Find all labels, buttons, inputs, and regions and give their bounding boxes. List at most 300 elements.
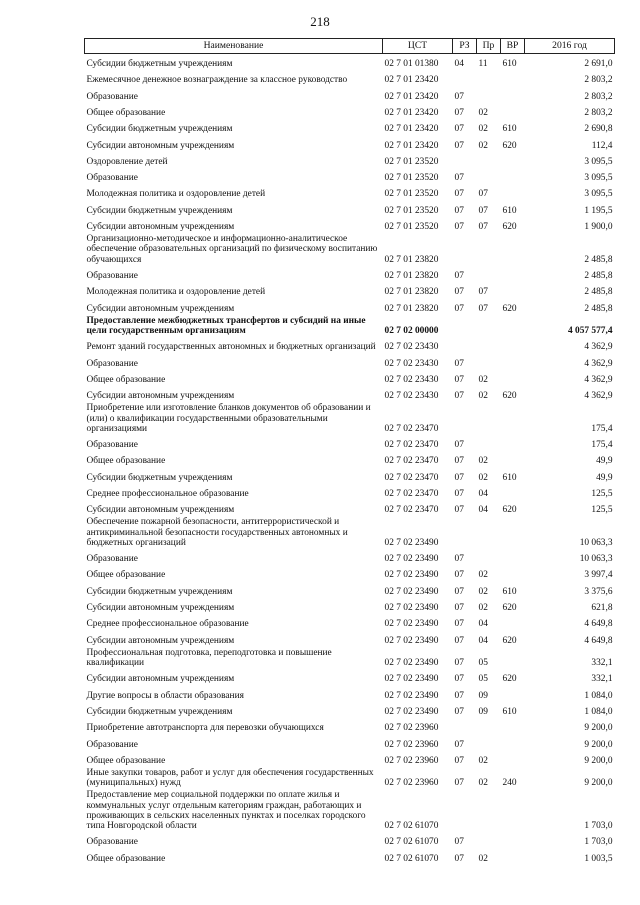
row-pr: 07 [478,222,488,233]
row-cst: 02 7 01 23820 [384,254,439,265]
row-pr: 02 [478,456,488,467]
row-cst: 02 7 02 23470 [384,456,439,467]
row-rz: 07 [454,505,464,516]
row-pr [477,152,501,168]
table-row [85,315,615,337]
row-vr [501,686,525,702]
row-vr [501,718,525,734]
row-rz [453,337,477,353]
table-row [85,500,615,516]
row-pr [477,315,501,337]
row-vr: 240 [502,778,517,789]
row-pr: 09 [478,706,488,717]
row-pr: 11 [478,59,488,70]
row-cst: 02 7 01 23420 [384,124,439,135]
row-pr: 07 [478,189,488,200]
table-row [85,582,615,598]
row-pr [477,402,501,435]
row-sum: 2 485,8 [584,270,613,281]
row-cst: 02 7 02 23470 [384,488,439,499]
row-rz: 07 [454,635,464,646]
row-name: Приобретение или изготовление бланков документов об образовании и (или) о квалификации государственными образовательными организациями [86,403,371,434]
table-row [85,849,615,865]
row-rz [453,789,477,832]
row-name: Молодежная политика и оздоровление детей [86,189,266,200]
row-name: Общее образование [86,570,166,581]
row-sum: 4 362,9 [584,374,613,385]
row-vr [501,152,525,168]
table-row [85,201,615,217]
row-pr: 07 [478,303,488,314]
row-name: Субсидии бюджетным учреждениям [86,706,233,717]
row-cst: 02 7 02 23490 [384,586,439,597]
row-pr [477,718,501,734]
row-vr: 610 [502,472,517,483]
row-name: Обеспечение пожарной безопасности, антитеррористической и антикриминальной безопасности государственных автономных и бюджетных организаций [86,517,348,548]
row-vr [501,435,525,451]
row-cst: 02 7 01 23520 [384,173,439,184]
row-rz: 07 [454,205,464,216]
table-row [85,718,615,734]
row-rz: 07 [454,303,464,314]
row-pr: 02 [478,107,488,118]
row-cst: 02 7 02 23960 [384,755,439,766]
table-row [85,266,615,282]
row-rz: 07 [454,554,464,565]
row-name: Среднее профессиональное образование [86,619,249,630]
row-name: Молодежная политика и оздоровление детей [86,287,266,298]
row-name: Субсидии бюджетным учреждениям [86,586,233,597]
row-rz [453,315,477,337]
row-sum: 332,1 [591,658,613,669]
row-pr: 04 [478,488,488,499]
row-vr [501,484,525,500]
row-rz: 07 [454,391,464,402]
row-pr [477,516,501,549]
row-vr [501,402,525,435]
row-vr [501,789,525,832]
row-vr: 610 [502,706,517,717]
row-sum: 49,9 [596,456,613,467]
budget-table [84,38,615,865]
row-vr [501,315,525,337]
row-name: Образование [86,440,138,451]
row-name: Приобретение автотранспорта для перевозки обучающихся [86,723,324,734]
row-rz [453,718,477,734]
row-rz: 07 [454,173,464,184]
row-rz: 07 [454,488,464,499]
row-pr [477,168,501,184]
row-vr [501,353,525,369]
row-sum: 9 200,0 [584,778,613,789]
row-vr: 610 [502,586,517,597]
row-vr [501,282,525,298]
table-row [85,370,615,386]
row-rz: 07 [454,287,464,298]
row-rz: 07 [454,440,464,451]
row-cst: 02 7 02 23490 [384,537,439,548]
row-sum: 332,1 [591,674,613,685]
row-pr: 02 [478,124,488,135]
table-row [85,87,615,103]
row-cst: 02 7 01 23420 [384,140,439,151]
row-pr: 02 [478,586,488,597]
row-cst: 02 7 02 23490 [384,603,439,614]
row-vr: 620 [502,603,517,614]
row-cst: 02 7 01 01380 [384,59,439,70]
row-rz: 07 [454,837,464,848]
row-name: Образование [86,173,138,184]
row-sum: 3 997,4 [584,570,613,581]
table-row [85,614,615,630]
row-cst: 02 7 02 23490 [384,635,439,646]
table-header [85,39,615,54]
row-cst: 02 7 01 23520 [384,205,439,216]
row-vr: 610 [502,59,517,70]
row-pr: 02 [478,472,488,483]
row-sum: 3 375,6 [584,586,613,597]
row-sum: 112,4 [591,140,613,151]
header-rz: РЗ [453,39,477,54]
header-cst: ЦСТ [383,39,453,54]
row-cst: 02 7 02 23490 [384,570,439,581]
row-cst: 02 7 02 23470 [384,505,439,516]
row-rz: 07 [454,124,464,135]
row-vr: 620 [502,140,517,151]
row-pr: 02 [478,778,488,789]
row-name: Общее образование [86,456,166,467]
row-rz: 07 [454,619,464,630]
row-vr [501,565,525,581]
row-cst: 02 7 02 23430 [384,374,439,385]
row-name: Иные закупки товаров, работ и услуг для обеспечения государственных (муниципальных) нужд [86,768,374,789]
row-rz: 07 [454,690,464,701]
row-rz: 07 [454,374,464,385]
table-row [85,631,615,647]
row-cst: 02 7 02 23960 [384,739,439,750]
row-vr: 610 [502,124,517,135]
row-vr [501,103,525,119]
table-row [85,468,615,484]
table-row [85,767,615,789]
row-sum: 4 362,9 [584,358,613,369]
row-name: Образование [86,91,138,102]
row-cst: 02 7 01 23820 [384,270,439,281]
header-name: Наименование [85,39,383,54]
row-sum: 4 362,9 [584,391,613,402]
row-rz: 07 [454,755,464,766]
row-sum: 3 095,5 [584,173,613,184]
row-name: Субсидии бюджетным учреждениям [86,59,233,70]
row-vr [501,370,525,386]
row-rz: 07 [454,739,464,750]
row-sum: 1 195,5 [584,205,613,216]
header-vr: ВР [501,39,525,54]
row-rz: 07 [454,91,464,102]
row-vr [501,516,525,549]
row-sum: 125,5 [591,505,613,516]
row-pr: 05 [478,658,488,669]
row-sum: 1 084,0 [584,690,613,701]
row-pr [477,87,501,103]
row-cst: 02 7 02 23490 [384,619,439,630]
row-cst: 02 7 01 23520 [384,156,439,167]
row-pr: 04 [478,619,488,630]
row-vr [501,184,525,200]
table-row [85,647,615,669]
row-name: Субсидии автономным учреждениям [86,222,235,233]
row-cst: 02 7 02 23490 [384,674,439,685]
row-rz: 07 [454,706,464,717]
row-pr [477,549,501,565]
table-row [85,152,615,168]
row-sum: 1 703,0 [584,837,613,848]
row-rz: 07 [454,778,464,789]
row-name: Субсидии бюджетным учреждениям [86,205,233,216]
row-pr [477,70,501,86]
row-name: Среднее профессиональное образование [86,488,249,499]
row-sum: 4 649,8 [584,619,613,630]
row-vr [501,266,525,282]
row-sum: 2 690,8 [584,124,613,135]
row-cst: 02 7 02 23960 [384,723,439,734]
row-name: Образование [86,270,138,281]
row-sum: 2 485,8 [584,303,613,314]
row-name: Субсидии бюджетным учреждениям [86,472,233,483]
row-cst: 02 7 02 23490 [384,554,439,565]
table-row [85,135,615,151]
table-row [85,789,615,832]
row-sum: 9 200,0 [584,755,613,766]
table-row [85,54,615,71]
table-row [85,298,615,314]
row-rz [453,152,477,168]
row-vr: 620 [502,303,517,314]
row-pr [477,734,501,750]
row-pr: 02 [478,391,488,402]
table-row [85,516,615,549]
row-cst: 02 7 02 23470 [384,472,439,483]
row-vr: 620 [502,391,517,402]
row-sum: 49,9 [596,472,613,483]
row-pr: 09 [478,690,488,701]
row-pr: 05 [478,674,488,685]
row-sum: 1 084,0 [584,706,613,717]
row-vr [501,233,525,266]
row-sum: 3 095,5 [584,189,613,200]
table-row [85,103,615,119]
row-vr: 620 [502,505,517,516]
row-cst: 02 7 02 23490 [384,658,439,669]
row-name: Образование [86,554,138,565]
row-pr: 07 [478,287,488,298]
row-vr [501,168,525,184]
table-row [85,686,615,702]
header-pr: Пр [477,39,501,54]
row-pr: 02 [478,374,488,385]
row-sum: 4 057 577,4 [567,325,613,336]
row-sum: 2 485,8 [584,254,613,265]
row-sum: 621,8 [591,603,613,614]
row-name: Общее образование [86,107,166,118]
row-name: Общее образование [86,755,166,766]
row-cst: 02 7 02 23470 [384,440,439,451]
row-name: Общее образование [86,853,166,864]
table-row [85,832,615,848]
table-body [85,54,615,865]
row-sum: 175,4 [591,440,613,451]
row-vr: 620 [502,674,517,685]
row-cst: 02 7 02 61070 [384,853,439,864]
table-row [85,386,615,402]
row-vr [501,849,525,865]
row-pr: 04 [478,635,488,646]
row-cst: 02 7 02 23430 [384,391,439,402]
table-row [85,565,615,581]
row-name: Оздоровление детей [86,156,168,167]
row-cst: 02 7 02 23490 [384,706,439,717]
row-rz: 04 [454,59,464,70]
row-pr [477,789,501,832]
row-vr [501,614,525,630]
row-rz: 07 [454,603,464,614]
row-sum: 9 200,0 [584,739,613,750]
table-row [85,435,615,451]
row-rz [453,402,477,435]
row-cst: 02 7 01 23520 [384,189,439,200]
row-vr: 620 [502,222,517,233]
table-row [85,598,615,614]
row-name: Образование [86,837,138,848]
row-vr [501,87,525,103]
row-cst: 02 7 02 23490 [384,690,439,701]
row-vr [501,337,525,353]
row-pr [477,353,501,369]
row-vr [501,549,525,565]
row-cst: 02 7 01 23820 [384,287,439,298]
row-name: Предоставление межбюджетных трансфертов и субсидий на иные цели государственным организациям [86,315,366,336]
row-rz: 07 [454,189,464,200]
table-row [85,702,615,718]
row-pr: 02 [478,570,488,581]
row-name: Субсидии автономным учреждениям [86,674,235,685]
row-vr [501,451,525,467]
row-rz: 07 [454,358,464,369]
row-sum: 2 803,2 [584,91,613,102]
row-name: Другие вопросы в области образования [86,690,244,701]
row-rz [453,70,477,86]
row-name: Образование [86,358,138,369]
row-sum: 2 803,2 [584,75,613,86]
row-cst: 02 7 02 23470 [384,423,439,434]
row-sum: 4 649,8 [584,635,613,646]
row-pr: 07 [478,205,488,216]
row-sum: 4 362,9 [584,342,613,353]
row-name: Организационно-методическое и информационно-аналитическое обеспечение образовательных организаций по физическому воспитанию обучающихся [86,234,378,265]
row-name: Образование [86,739,138,750]
row-cst: 02 7 02 23430 [384,358,439,369]
page-number: 218 [310,14,330,29]
row-sum: 1 703,0 [584,821,613,832]
table-row [85,402,615,435]
row-sum: 1 900,0 [584,222,613,233]
row-name: Субсидии автономным учреждениям [86,635,235,646]
row-rz: 07 [454,107,464,118]
row-sum: 175,4 [591,423,613,434]
table-row [85,168,615,184]
row-pr [477,337,501,353]
header-year: 2016 год [525,39,615,54]
row-name: Субсидии автономным учреждениям [86,603,235,614]
row-sum: 1 003,5 [584,853,613,864]
row-rz: 07 [454,456,464,467]
table-row [85,484,615,500]
table-row [85,353,615,369]
row-rz: 07 [454,586,464,597]
row-sum: 2 485,8 [584,287,613,298]
table-row [85,751,615,767]
row-name: Субсидии бюджетным учреждениям [86,124,233,135]
row-pr: 02 [478,140,488,151]
row-rz: 07 [454,472,464,483]
row-name: Профессиональная подготовка, переподготовка и повышение квалификации [86,647,332,669]
row-pr [477,233,501,266]
row-sum: 3 095,5 [584,156,613,167]
row-pr: 04 [478,505,488,516]
table-row [85,282,615,298]
row-name: Ремонт зданий государственных автономных и бюджетных организаций [86,342,376,353]
table-row [85,451,615,467]
table-row [85,184,615,200]
row-rz: 07 [454,222,464,233]
row-vr [501,832,525,848]
row-name: Субсидии автономным учреждениям [86,391,235,402]
row-vr [501,734,525,750]
row-rz: 07 [454,270,464,281]
row-pr [477,832,501,848]
row-vr: 620 [502,635,517,646]
row-sum: 2 803,2 [584,107,613,118]
row-cst: 02 7 02 00000 [384,325,439,336]
row-cst: 02 7 02 23430 [384,342,439,353]
row-rz [453,516,477,549]
row-pr [477,435,501,451]
row-cst: 02 7 02 61070 [384,821,439,832]
row-vr [501,70,525,86]
row-pr: 02 [478,755,488,766]
row-name: Субсидии автономным учреждениям [86,140,235,151]
row-name: Общее образование [86,374,166,385]
table-row [85,549,615,565]
row-pr [477,266,501,282]
row-vr [501,647,525,669]
row-cst: 02 7 02 23960 [384,778,439,789]
row-rz [453,233,477,266]
table-row [85,669,615,685]
row-sum: 9 200,0 [584,723,613,734]
table-row [85,734,615,750]
row-cst: 02 7 02 61070 [384,837,439,848]
row-name: Предоставление мер социальной поддержки по оплате жилья и коммунальных услуг отдельным категориям граждан, работающих и проживающих в сельских населенных пунктах и поселках городского типа Новгородской области [86,790,366,832]
table-row [85,119,615,135]
row-pr: 02 [478,853,488,864]
row-rz: 07 [454,853,464,864]
row-vr: 610 [502,205,517,216]
row-sum: 125,5 [591,488,613,499]
row-sum: 10 063,3 [579,554,613,565]
row-rz: 07 [454,658,464,669]
table-row [85,337,615,353]
